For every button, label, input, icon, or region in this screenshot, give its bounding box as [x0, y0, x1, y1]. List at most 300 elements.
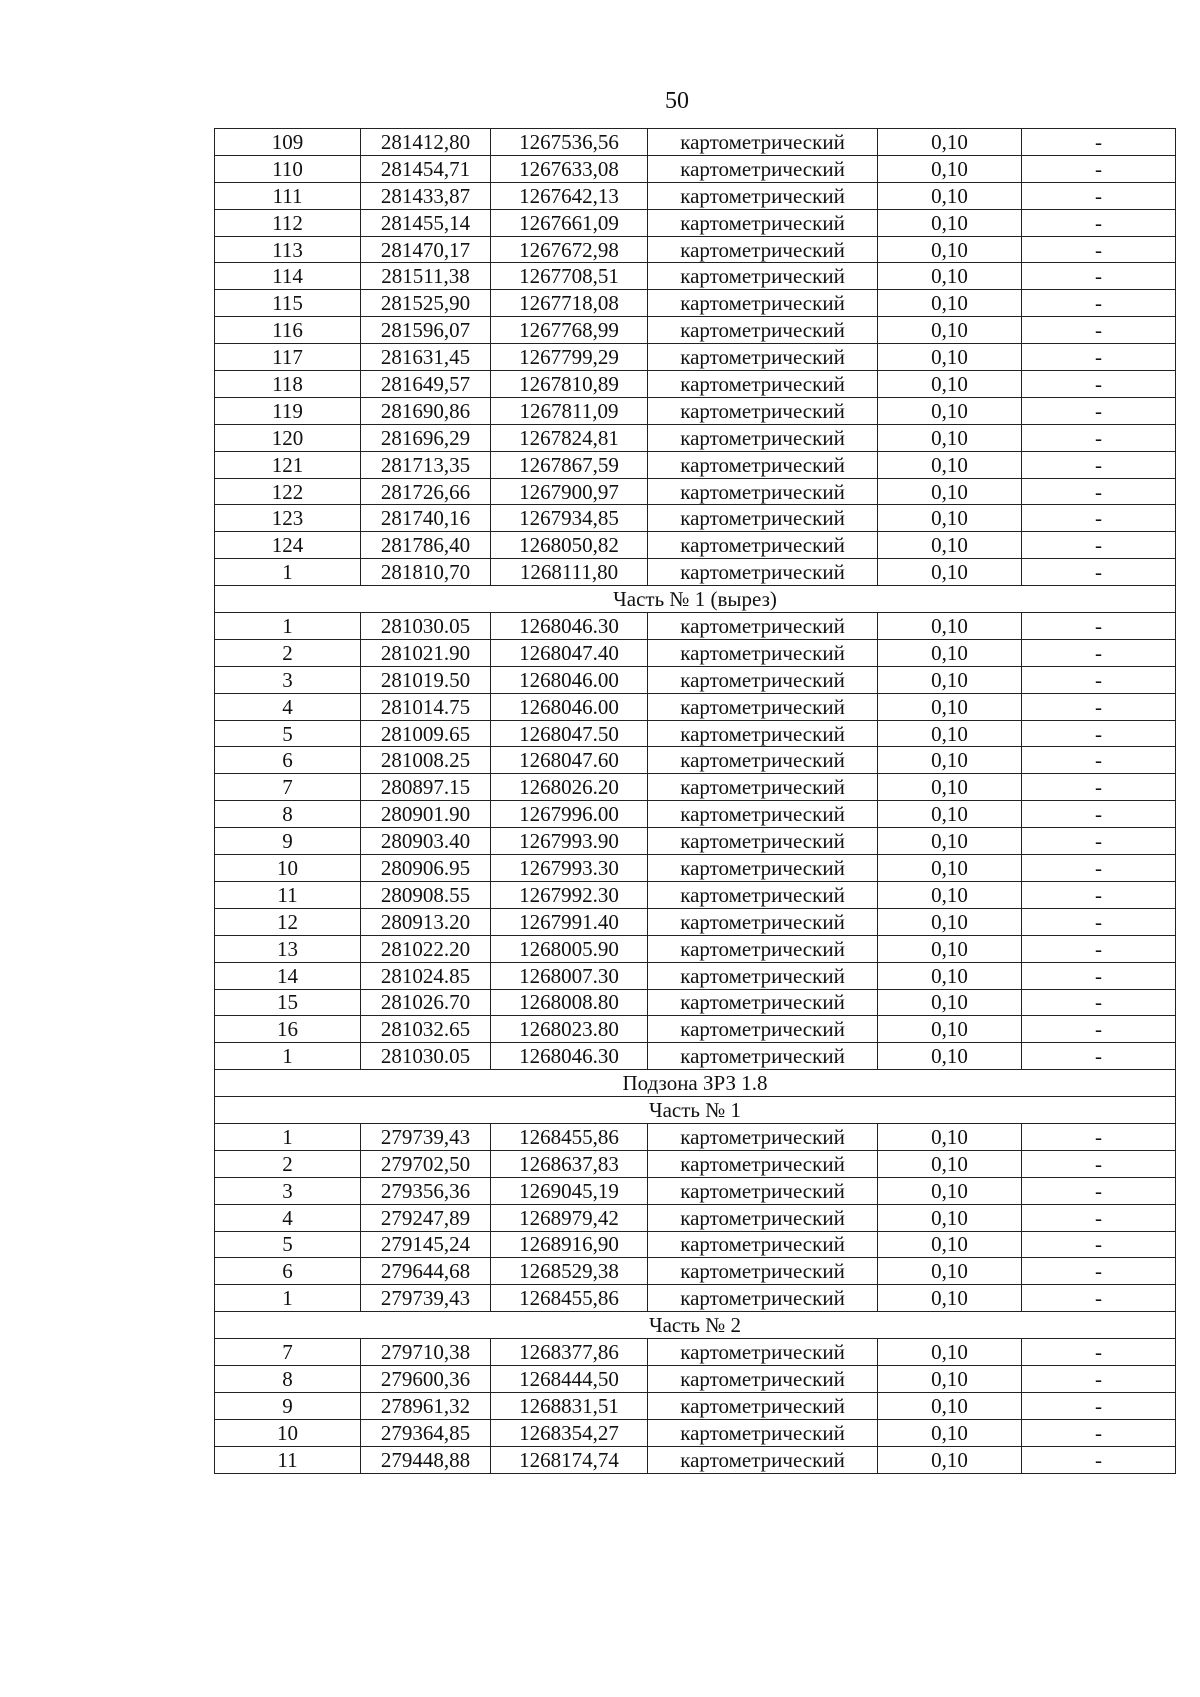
section-header-cell: Подзона ЗРЗ 1.8 — [215, 1070, 1176, 1097]
point-number-cell: 2 — [215, 1150, 361, 1177]
accuracy-cell: 0,10 — [878, 1392, 1022, 1419]
point-number-cell: 115 — [215, 290, 361, 317]
table-row — [215, 209, 1176, 236]
point-number-cell: 114 — [215, 263, 361, 290]
y-coordinate-cell: 1268047.50 — [491, 720, 648, 747]
table-row — [215, 720, 1176, 747]
method-cell: картометрический — [648, 1204, 878, 1231]
x-coordinate-cell: 281786,40 — [361, 532, 491, 559]
accuracy-cell: 0,10 — [878, 747, 1022, 774]
point-number-cell: 1 — [215, 1043, 361, 1070]
description-cell: - — [1022, 613, 1176, 640]
y-coordinate-cell: 1268023.80 — [491, 1016, 648, 1043]
point-number-cell: 16 — [215, 1016, 361, 1043]
method-cell: картометрический — [648, 881, 878, 908]
description-cell: - — [1022, 801, 1176, 828]
y-coordinate-cell: 1269045,19 — [491, 1177, 648, 1204]
table-row — [215, 855, 1176, 882]
x-coordinate-cell: 279739,43 — [361, 1285, 491, 1312]
point-number-cell: 6 — [215, 1258, 361, 1285]
method-cell: картометрический — [648, 774, 878, 801]
table-row — [215, 639, 1176, 666]
table-row — [215, 1016, 1176, 1043]
point-number-cell: 124 — [215, 532, 361, 559]
accuracy-cell: 0,10 — [878, 855, 1022, 882]
description-cell: - — [1022, 1339, 1176, 1366]
y-coordinate-cell: 1268046.00 — [491, 666, 648, 693]
point-number-cell: 117 — [215, 344, 361, 371]
y-coordinate-cell: 1268111,80 — [491, 559, 648, 586]
table-row — [215, 129, 1176, 156]
table-row — [215, 962, 1176, 989]
description-cell: - — [1022, 397, 1176, 424]
table-row — [215, 1231, 1176, 1258]
method-cell: картометрический — [648, 505, 878, 532]
accuracy-cell: 0,10 — [878, 774, 1022, 801]
point-number-cell: 10 — [215, 1419, 361, 1446]
y-coordinate-cell: 1267867,59 — [491, 451, 648, 478]
description-cell: - — [1022, 451, 1176, 478]
table-row — [215, 666, 1176, 693]
accuracy-cell: 0,10 — [878, 1177, 1022, 1204]
section-header-row — [215, 586, 1176, 613]
method-cell: картометрический — [648, 801, 878, 828]
x-coordinate-cell: 279448,88 — [361, 1446, 491, 1473]
section-header-cell: Часть № 2 — [215, 1312, 1176, 1339]
accuracy-cell: 0,10 — [878, 451, 1022, 478]
accuracy-cell: 0,10 — [878, 1365, 1022, 1392]
description-cell: - — [1022, 1392, 1176, 1419]
page-number: 50 — [665, 88, 689, 114]
y-coordinate-cell: 1267633,08 — [491, 155, 648, 182]
point-number-cell: 4 — [215, 1204, 361, 1231]
y-coordinate-cell: 1268050,82 — [491, 532, 648, 559]
description-cell: - — [1022, 129, 1176, 156]
description-cell: - — [1022, 639, 1176, 666]
description-cell: - — [1022, 828, 1176, 855]
method-cell: картометрический — [648, 532, 878, 559]
description-cell: - — [1022, 1285, 1176, 1312]
x-coordinate-cell: 281810,70 — [361, 559, 491, 586]
point-number-cell: 119 — [215, 397, 361, 424]
x-coordinate-cell: 280903.40 — [361, 828, 491, 855]
y-coordinate-cell: 1267993.90 — [491, 828, 648, 855]
x-coordinate-cell: 281726,66 — [361, 478, 491, 505]
accuracy-cell: 0,10 — [878, 155, 1022, 182]
point-number-cell: 116 — [215, 317, 361, 344]
method-cell: картометрический — [648, 397, 878, 424]
y-coordinate-cell: 1268026.20 — [491, 774, 648, 801]
method-cell: картометрический — [648, 1446, 878, 1473]
y-coordinate-cell: 1268916,90 — [491, 1231, 648, 1258]
method-cell: картометрический — [648, 666, 878, 693]
description-cell: - — [1022, 155, 1176, 182]
point-number-cell: 3 — [215, 666, 361, 693]
description-cell: - — [1022, 1365, 1176, 1392]
accuracy-cell: 0,10 — [878, 801, 1022, 828]
accuracy-cell: 0,10 — [878, 720, 1022, 747]
method-cell: картометрический — [648, 424, 878, 451]
method-cell: картометрический — [648, 1231, 878, 1258]
y-coordinate-cell: 1267799,29 — [491, 344, 648, 371]
point-number-cell: 6 — [215, 747, 361, 774]
y-coordinate-cell: 1268444,50 — [491, 1365, 648, 1392]
table-row — [215, 532, 1176, 559]
table-row — [215, 1150, 1176, 1177]
table-row — [215, 1043, 1176, 1070]
method-cell: картометрический — [648, 451, 878, 478]
method-cell: картометрический — [648, 828, 878, 855]
table-row — [215, 881, 1176, 908]
point-number-cell: 9 — [215, 828, 361, 855]
point-number-cell: 4 — [215, 693, 361, 720]
x-coordinate-cell: 280897.15 — [361, 774, 491, 801]
accuracy-cell: 0,10 — [878, 1204, 1022, 1231]
table-row — [215, 1258, 1176, 1285]
x-coordinate-cell: 281022.20 — [361, 935, 491, 962]
x-coordinate-cell: 281454,71 — [361, 155, 491, 182]
x-coordinate-cell: 279710,38 — [361, 1339, 491, 1366]
accuracy-cell: 0,10 — [878, 613, 1022, 640]
method-cell: картометрический — [648, 182, 878, 209]
description-cell: - — [1022, 263, 1176, 290]
description-cell: - — [1022, 532, 1176, 559]
x-coordinate-cell: 281740,16 — [361, 505, 491, 532]
table-row — [215, 801, 1176, 828]
method-cell: картометрический — [648, 1016, 878, 1043]
x-coordinate-cell: 281470,17 — [361, 236, 491, 263]
y-coordinate-cell: 1267810,89 — [491, 371, 648, 398]
method-cell: картометрический — [648, 344, 878, 371]
description-cell: - — [1022, 855, 1176, 882]
method-cell: картометрический — [648, 613, 878, 640]
method-cell: картометрический — [648, 639, 878, 666]
x-coordinate-cell: 281014.75 — [361, 693, 491, 720]
method-cell: картометрический — [648, 478, 878, 505]
y-coordinate-cell: 1268377,86 — [491, 1339, 648, 1366]
accuracy-cell: 0,10 — [878, 908, 1022, 935]
x-coordinate-cell: 279644,68 — [361, 1258, 491, 1285]
method-cell: картометрический — [648, 371, 878, 398]
method-cell: картометрический — [648, 129, 878, 156]
description-cell: - — [1022, 935, 1176, 962]
method-cell: картометрический — [648, 693, 878, 720]
x-coordinate-cell: 281696,29 — [361, 424, 491, 451]
y-coordinate-cell: 1268046.30 — [491, 1043, 648, 1070]
x-coordinate-cell: 281596,07 — [361, 317, 491, 344]
y-coordinate-cell: 1268047.40 — [491, 639, 648, 666]
y-coordinate-cell: 1267672,98 — [491, 236, 648, 263]
point-number-cell: 3 — [215, 1177, 361, 1204]
y-coordinate-cell: 1267642,13 — [491, 182, 648, 209]
y-coordinate-cell: 1267992.30 — [491, 881, 648, 908]
table-row — [215, 774, 1176, 801]
description-cell: - — [1022, 424, 1176, 451]
description-cell: - — [1022, 209, 1176, 236]
point-number-cell: 110 — [215, 155, 361, 182]
table-row — [215, 559, 1176, 586]
accuracy-cell: 0,10 — [878, 1446, 1022, 1473]
y-coordinate-cell: 1267536,56 — [491, 129, 648, 156]
section-header-row — [215, 1070, 1176, 1097]
x-coordinate-cell: 279600,36 — [361, 1365, 491, 1392]
description-cell: - — [1022, 1150, 1176, 1177]
table-row — [215, 613, 1176, 640]
x-coordinate-cell: 281649,57 — [361, 371, 491, 398]
description-cell: - — [1022, 505, 1176, 532]
description-cell: - — [1022, 1177, 1176, 1204]
y-coordinate-cell: 1268046.00 — [491, 693, 648, 720]
y-coordinate-cell: 1267661,09 — [491, 209, 648, 236]
description-cell: - — [1022, 344, 1176, 371]
accuracy-cell: 0,10 — [878, 397, 1022, 424]
table-row — [215, 1204, 1176, 1231]
section-header-row — [215, 1097, 1176, 1124]
accuracy-cell: 0,10 — [878, 881, 1022, 908]
method-cell: картометрический — [648, 1365, 878, 1392]
y-coordinate-cell: 1268354,27 — [491, 1419, 648, 1446]
method-cell: картометрический — [648, 263, 878, 290]
section-header-cell: Часть № 1 — [215, 1097, 1176, 1124]
table-row — [215, 747, 1176, 774]
x-coordinate-cell: 281024.85 — [361, 962, 491, 989]
accuracy-cell: 0,10 — [878, 505, 1022, 532]
y-coordinate-cell: 1268046.30 — [491, 613, 648, 640]
method-cell: картометрический — [648, 1177, 878, 1204]
table-row — [215, 317, 1176, 344]
method-cell: картометрический — [648, 1392, 878, 1419]
y-coordinate-cell: 1268008.80 — [491, 989, 648, 1016]
method-cell: картометрический — [648, 155, 878, 182]
point-number-cell: 109 — [215, 129, 361, 156]
table-row — [215, 1285, 1176, 1312]
point-number-cell: 1 — [215, 559, 361, 586]
method-cell: картометрический — [648, 236, 878, 263]
method-cell: картометрический — [648, 747, 878, 774]
point-number-cell: 7 — [215, 1339, 361, 1366]
description-cell: - — [1022, 881, 1176, 908]
description-cell: - — [1022, 559, 1176, 586]
accuracy-cell: 0,10 — [878, 129, 1022, 156]
y-coordinate-cell: 1267708,51 — [491, 263, 648, 290]
point-number-cell: 11 — [215, 1446, 361, 1473]
method-cell: картометрический — [648, 989, 878, 1016]
y-coordinate-cell: 1268529,38 — [491, 1258, 648, 1285]
description-cell: - — [1022, 747, 1176, 774]
method-cell: картометрический — [648, 1285, 878, 1312]
x-coordinate-cell: 278961,32 — [361, 1392, 491, 1419]
description-cell: - — [1022, 317, 1176, 344]
accuracy-cell: 0,10 — [878, 1016, 1022, 1043]
accuracy-cell: 0,10 — [878, 989, 1022, 1016]
description-cell: - — [1022, 693, 1176, 720]
table-row — [215, 182, 1176, 209]
point-number-cell: 15 — [215, 989, 361, 1016]
y-coordinate-cell: 1267768,99 — [491, 317, 648, 344]
x-coordinate-cell: 281713,35 — [361, 451, 491, 478]
accuracy-cell: 0,10 — [878, 666, 1022, 693]
accuracy-cell: 0,10 — [878, 693, 1022, 720]
point-number-cell: 12 — [215, 908, 361, 935]
x-coordinate-cell: 279702,50 — [361, 1150, 491, 1177]
y-coordinate-cell: 1268831,51 — [491, 1392, 648, 1419]
point-number-cell: 2 — [215, 639, 361, 666]
x-coordinate-cell: 281030.05 — [361, 1043, 491, 1070]
table-row — [215, 1365, 1176, 1392]
x-coordinate-cell: 279356,36 — [361, 1177, 491, 1204]
section-header-row — [215, 1312, 1176, 1339]
table-row — [215, 371, 1176, 398]
point-number-cell: 13 — [215, 935, 361, 962]
y-coordinate-cell: 1267811,09 — [491, 397, 648, 424]
y-coordinate-cell: 1268174,74 — [491, 1446, 648, 1473]
y-coordinate-cell: 1267718,08 — [491, 290, 648, 317]
accuracy-cell: 0,10 — [878, 828, 1022, 855]
y-coordinate-cell: 1267934,85 — [491, 505, 648, 532]
description-cell: - — [1022, 1231, 1176, 1258]
description-cell: - — [1022, 1446, 1176, 1473]
table-row — [215, 263, 1176, 290]
description-cell: - — [1022, 1123, 1176, 1150]
accuracy-cell: 0,10 — [878, 1231, 1022, 1258]
table-row — [215, 935, 1176, 962]
point-number-cell: 1 — [215, 613, 361, 640]
table-row — [215, 828, 1176, 855]
table-row — [215, 505, 1176, 532]
coordinates-table-body — [215, 129, 1176, 1474]
accuracy-cell: 0,10 — [878, 1258, 1022, 1285]
table-row — [215, 1339, 1176, 1366]
y-coordinate-cell: 1267900,97 — [491, 478, 648, 505]
point-number-cell: 112 — [215, 209, 361, 236]
point-number-cell: 5 — [215, 720, 361, 747]
point-number-cell: 120 — [215, 424, 361, 451]
table-row — [215, 1419, 1176, 1446]
description-cell: - — [1022, 1016, 1176, 1043]
accuracy-cell: 0,10 — [878, 1043, 1022, 1070]
accuracy-cell: 0,10 — [878, 935, 1022, 962]
point-number-cell: 8 — [215, 1365, 361, 1392]
accuracy-cell: 0,10 — [878, 209, 1022, 236]
y-coordinate-cell: 1268455,86 — [491, 1285, 648, 1312]
y-coordinate-cell: 1267996.00 — [491, 801, 648, 828]
accuracy-cell: 0,10 — [878, 424, 1022, 451]
x-coordinate-cell: 281511,38 — [361, 263, 491, 290]
accuracy-cell: 0,10 — [878, 182, 1022, 209]
coordinates-table — [214, 128, 1176, 1474]
accuracy-cell: 0,10 — [878, 236, 1022, 263]
point-number-cell: 10 — [215, 855, 361, 882]
point-number-cell: 121 — [215, 451, 361, 478]
table-row — [215, 397, 1176, 424]
method-cell: картометрический — [648, 1339, 878, 1366]
table-row — [215, 236, 1176, 263]
description-cell: - — [1022, 1204, 1176, 1231]
method-cell: картометрический — [648, 1043, 878, 1070]
x-coordinate-cell: 280901.90 — [361, 801, 491, 828]
table-row — [215, 908, 1176, 935]
x-coordinate-cell: 281412,80 — [361, 129, 491, 156]
description-cell: - — [1022, 962, 1176, 989]
accuracy-cell: 0,10 — [878, 962, 1022, 989]
table-row — [215, 424, 1176, 451]
accuracy-cell: 0,10 — [878, 1150, 1022, 1177]
point-number-cell: 1 — [215, 1123, 361, 1150]
y-coordinate-cell: 1268005.90 — [491, 935, 648, 962]
method-cell: картометрический — [648, 1150, 878, 1177]
table-row — [215, 1392, 1176, 1419]
x-coordinate-cell: 281455,14 — [361, 209, 491, 236]
accuracy-cell: 0,10 — [878, 1419, 1022, 1446]
table-row — [215, 1446, 1176, 1473]
point-number-cell: 122 — [215, 478, 361, 505]
accuracy-cell: 0,10 — [878, 344, 1022, 371]
description-cell: - — [1022, 908, 1176, 935]
x-coordinate-cell: 281690,86 — [361, 397, 491, 424]
description-cell: - — [1022, 236, 1176, 263]
method-cell: картометрический — [648, 1258, 878, 1285]
table-row — [215, 989, 1176, 1016]
method-cell: картометрический — [648, 720, 878, 747]
table-row — [215, 290, 1176, 317]
description-cell: - — [1022, 666, 1176, 693]
x-coordinate-cell: 279364,85 — [361, 1419, 491, 1446]
point-number-cell: 5 — [215, 1231, 361, 1258]
method-cell: картометрический — [648, 935, 878, 962]
method-cell: картометрический — [648, 908, 878, 935]
x-coordinate-cell: 281009.65 — [361, 720, 491, 747]
accuracy-cell: 0,10 — [878, 1123, 1022, 1150]
description-cell: - — [1022, 1258, 1176, 1285]
x-coordinate-cell: 281525,90 — [361, 290, 491, 317]
description-cell: - — [1022, 774, 1176, 801]
table-row — [215, 451, 1176, 478]
description-cell: - — [1022, 720, 1176, 747]
method-cell: картометрический — [648, 962, 878, 989]
x-coordinate-cell: 280906.95 — [361, 855, 491, 882]
y-coordinate-cell: 1267824,81 — [491, 424, 648, 451]
table-row — [215, 1177, 1176, 1204]
table-row — [215, 478, 1176, 505]
method-cell: картометрический — [648, 290, 878, 317]
x-coordinate-cell: 281008.25 — [361, 747, 491, 774]
accuracy-cell: 0,10 — [878, 1285, 1022, 1312]
point-number-cell: 11 — [215, 881, 361, 908]
description-cell: - — [1022, 1043, 1176, 1070]
accuracy-cell: 0,10 — [878, 1339, 1022, 1366]
accuracy-cell: 0,10 — [878, 371, 1022, 398]
x-coordinate-cell: 281026.70 — [361, 989, 491, 1016]
description-cell: - — [1022, 989, 1176, 1016]
description-cell: - — [1022, 478, 1176, 505]
table-row — [215, 155, 1176, 182]
x-coordinate-cell: 281019.50 — [361, 666, 491, 693]
description-cell: - — [1022, 182, 1176, 209]
point-number-cell: 123 — [215, 505, 361, 532]
x-coordinate-cell: 279739,43 — [361, 1123, 491, 1150]
point-number-cell: 9 — [215, 1392, 361, 1419]
accuracy-cell: 0,10 — [878, 639, 1022, 666]
x-coordinate-cell: 280913.20 — [361, 908, 491, 935]
section-header-cell: Часть № 1 (вырез) — [215, 586, 1176, 613]
table-row — [215, 1123, 1176, 1150]
point-number-cell: 7 — [215, 774, 361, 801]
table-row — [215, 693, 1176, 720]
x-coordinate-cell: 280908.55 — [361, 881, 491, 908]
x-coordinate-cell: 281433,87 — [361, 182, 491, 209]
table-row — [215, 344, 1176, 371]
point-number-cell: 1 — [215, 1285, 361, 1312]
